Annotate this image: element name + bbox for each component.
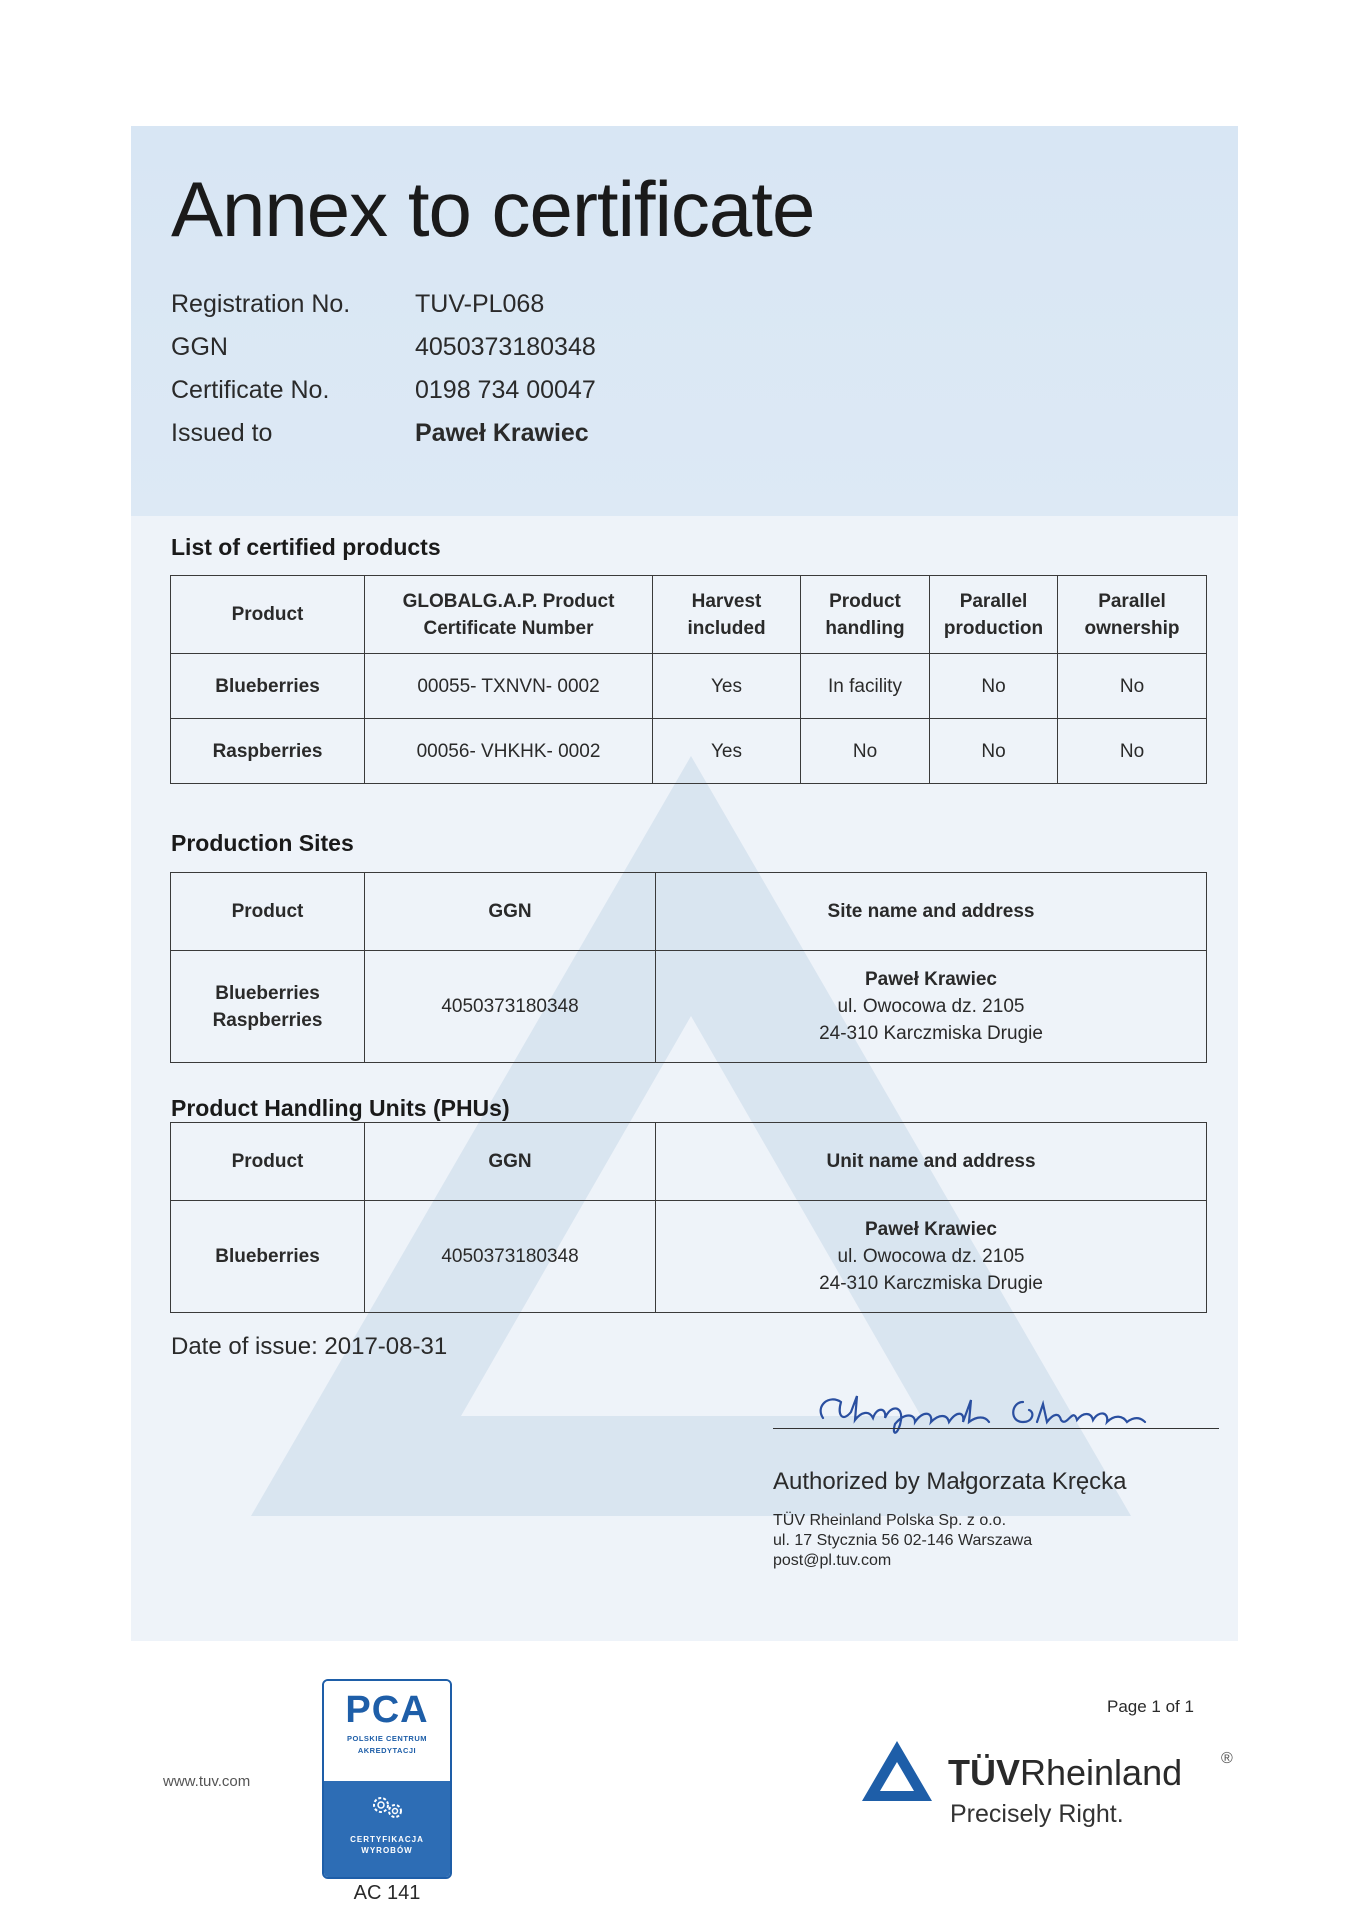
- products-table: [170, 575, 1207, 784]
- tuv-brand-rest: Rheinland: [1020, 1752, 1183, 1793]
- pca-bottom-text: WYROBÓW: [361, 1846, 413, 1855]
- signature-line: [773, 1428, 1219, 1429]
- table-cell: Blueberries: [171, 654, 365, 719]
- pca-logo: PCA: [345, 1689, 429, 1731]
- table-header-row: [171, 1123, 1207, 1201]
- column-header: Parallel production: [930, 576, 1058, 654]
- table-cell: No: [930, 719, 1058, 784]
- column-header: Parallel ownership: [1058, 576, 1207, 654]
- ggn-value: 4050373180348: [415, 333, 596, 361]
- footer-url: www.tuv.com: [163, 1773, 251, 1790]
- date-of-issue: Date of issue: 2017-08-31: [171, 1333, 448, 1360]
- column-header: Product: [171, 576, 365, 654]
- authorized-by: Authorized by Małgorzata Kręcka: [773, 1468, 1127, 1495]
- document-title: Annex to certificate: [171, 165, 815, 253]
- pca-subtitle: POLSKIE CENTRUM: [346, 1734, 427, 1743]
- table-row: [171, 719, 1207, 784]
- ggn-label: GGN: [171, 333, 228, 361]
- table-cell: 4050373180348: [365, 951, 656, 1063]
- pca-subtitle: AKREDYTACJI: [357, 1746, 417, 1755]
- table-cell: 4050373180348: [365, 1201, 656, 1313]
- table-cell: No: [1058, 654, 1207, 719]
- table-cell: No: [801, 719, 930, 784]
- table-cell: Raspberries: [171, 719, 365, 784]
- site-city: 24-310 Karczmiska Drugie: [819, 1023, 1043, 1044]
- sites-table: [170, 872, 1207, 1063]
- column-header: Product handling: [801, 576, 930, 654]
- pca-code: AC 141: [353, 1882, 421, 1904]
- table-cell: In facility: [801, 654, 930, 719]
- phus-table: [170, 1122, 1207, 1313]
- tuv-triangle-icon: [858, 1735, 936, 1807]
- issued-to-label: Issued to: [171, 419, 273, 447]
- site-product: Blueberries: [215, 982, 320, 1004]
- gears-icon: [367, 1789, 407, 1823]
- tuv-tagline: Precisely Right.: [950, 1800, 1124, 1828]
- issued-to-value: Paweł Krawiec: [415, 419, 589, 447]
- unit-name: Paweł Krawiec: [864, 1219, 998, 1240]
- table-cell: 00055- TXNVN- 0002: [365, 654, 653, 719]
- table-cell: Blueberries: [171, 1201, 365, 1313]
- column-header: Site name and address: [656, 873, 1207, 951]
- column-header: GGN: [365, 873, 656, 951]
- table-header-row: [171, 576, 1207, 654]
- certificate-value: 0198 734 00047: [415, 376, 596, 404]
- issuer-street: ul. 17 Stycznia 56 02-146 Warszawa: [773, 1532, 1033, 1549]
- issuer-company: TÜV Rheinland Polska Sp. z o.o.: [773, 1512, 1007, 1529]
- unit-street: ul. Owocowa dz. 2105: [837, 1246, 1025, 1267]
- table-cell: Yes: [653, 654, 801, 719]
- table-header-row: [171, 873, 1207, 951]
- certificate-panel: [131, 126, 1238, 1641]
- column-header: Unit name and address: [656, 1123, 1207, 1201]
- table-cell: 00056- VHKHK- 0002: [365, 719, 653, 784]
- table-cell: [656, 1201, 1207, 1313]
- sites-section-title: Production Sites: [171, 830, 354, 856]
- site-product: Raspberries: [212, 1009, 323, 1031]
- column-header: Harvest included: [653, 576, 801, 654]
- pca-bottom-text: CERTYFIKACJA: [350, 1835, 424, 1844]
- certificate-label: Certificate No.: [171, 376, 330, 404]
- registered-mark: ®: [1221, 1750, 1233, 1767]
- column-header: Product: [171, 873, 365, 951]
- registration-value: TUV-PL068: [415, 290, 545, 318]
- table-row: [171, 654, 1207, 719]
- table-cell: [656, 951, 1207, 1063]
- table-cell: Yes: [653, 719, 801, 784]
- column-header: Product: [171, 1123, 365, 1201]
- page-number: Page 1 of 1: [1107, 1697, 1194, 1716]
- registration-label: Registration No.: [171, 290, 351, 318]
- table-cell: [171, 951, 365, 1063]
- site-name: Paweł Krawiec: [864, 969, 998, 990]
- table-row: [171, 1201, 1207, 1313]
- issuer-email: post@pl.tuv.com: [773, 1552, 892, 1569]
- phus-section-title: Product Handling Units (PHUs): [171, 1095, 510, 1121]
- tuv-brand-bold: TÜV: [948, 1752, 1020, 1793]
- table-cell: No: [1058, 719, 1207, 784]
- unit-city: 24-310 Karczmiska Drugie: [819, 1273, 1043, 1294]
- tuv-brand: [948, 1752, 1182, 1794]
- site-street: ul. Owocowa dz. 2105: [837, 996, 1025, 1017]
- table-row: [171, 951, 1207, 1063]
- pca-accreditation-badge: [322, 1679, 452, 1879]
- column-header: GLOBALG.A.P. Product Certificate Number: [365, 576, 653, 654]
- signature: [811, 1376, 1211, 1446]
- table-cell: No: [930, 654, 1058, 719]
- products-section-title: List of certified products: [171, 534, 441, 560]
- column-header: GGN: [365, 1123, 656, 1201]
